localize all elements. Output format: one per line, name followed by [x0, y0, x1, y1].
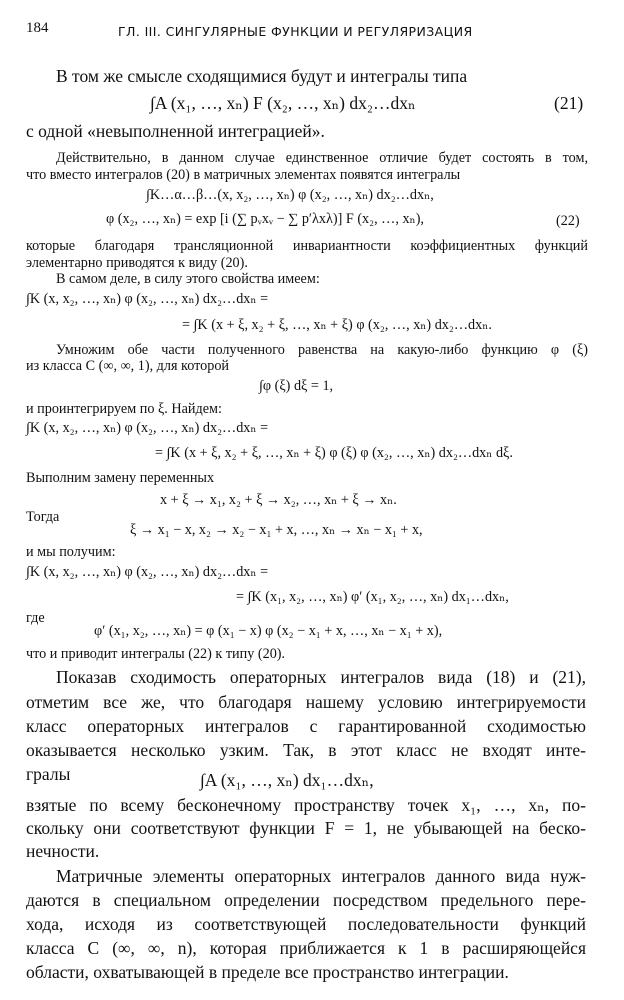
text-line: гралы [26, 764, 71, 784]
text-line: Матричные элементы операторных интегралов данного вида нуж- [56, 866, 586, 886]
text-line: из класса C (∞, ∞, 1), для которой [26, 358, 230, 374]
text-line: В том же смысле сходящимися будут и интегралы типа [56, 66, 468, 86]
equation: ∫K…α…β…(x, x₂, …, xₙ) φ (x₂, …, xₙ) dx₂…dxₙ, [146, 187, 434, 203]
text-line: и проинтегрируем по ξ. Найдем: [26, 401, 222, 417]
text-line: Тогда [26, 509, 60, 525]
text-line: которые благодаря трансляционной инвариантности коэффициентных функций [26, 238, 588, 254]
text-line: где [26, 610, 45, 626]
text-line: класса C (∞, ∞, n), которая приближается к 1 в расширяющейся [26, 938, 586, 958]
equation-number-21: (21) [554, 93, 584, 113]
text-line: хода, исходя из соответствующей последовательности функций [26, 914, 586, 934]
equation-21: ∫A (x₁, …, xₙ) F (x₂, …, xₙ) dx₂…dxₙ [150, 93, 416, 113]
equation: φ′ (x₁, x₂, …, xₙ) = φ (x₁ − x) φ (x₂ − x₁ + x, …, xₙ − x₁ + x), [94, 623, 443, 639]
equation: ∫φ (ξ) dξ = 1, [259, 378, 334, 394]
equation: φ (x₂, …, xₙ) = exp [i (∑ pᵥxᵥ − ∑ p′λxλ)] F (x₂, …, xₙ), [106, 211, 424, 227]
equation: ∫K (x, x₂, …, xₙ) φ (x₂, …, xₙ) dx₂…dxₙ = [26, 420, 269, 436]
text-line: оказывается несколько узким. Так, в этот класс не входят инте- [26, 740, 586, 760]
text-line: В самом деле, в силу этого свойства имеем: [56, 271, 320, 287]
text-line: Умножим обе части полученного равенства на какую-либо функцию φ (ξ) [56, 342, 588, 358]
text-line: нечности. [26, 841, 100, 861]
text-line: Действительно, в данном случае единственное отличие будет состоять в том, [56, 150, 588, 166]
equation: = ∫K (x + ξ, x₂ + ξ, …, xₙ + ξ) φ (ξ) φ (x₂, …, xₙ) dx₂…dxₙ dξ. [155, 445, 513, 461]
text-line: Выполним замену переменных [26, 470, 215, 486]
text-line: что вместо интегралов (20) в матричных элементах появятся интегралы [26, 167, 461, 183]
text-line: и мы получим: [26, 544, 116, 560]
text-line: элементарно приводятся к виду (20). [26, 255, 248, 271]
equation: ξ → x₁ − x, x₂ → x₂ − x₁ + x, …, xₙ → xₙ − x₁ + x, [130, 522, 423, 538]
equation: = ∫K (x₁, x₂, …, xₙ) φ′ (x₁, x₂, …, xₙ) dx₁…dxₙ, [236, 589, 509, 605]
text-line: скольку они соответствуют функции F = 1, не убывающей на беско- [26, 818, 586, 838]
equation: ∫K (x, x₂, …, xₙ) φ (x₂, …, xₙ) dx₂…dxₙ = [26, 291, 269, 307]
text-line: Показав сходимость операторных интегралов вида (18) и (21), [56, 667, 586, 687]
equation: ∫K (x, x₂, …, xₙ) φ (x₂, …, xₙ) dx₂…dxₙ = [26, 564, 269, 580]
text-line: класс операторных интегралов с гарантированной сходимостью [26, 716, 586, 736]
equation: ∫A (x₁, …, xₙ) dx₁…dxₙ, [200, 770, 374, 790]
equation: x + ξ → x₁, x₂ + ξ → x₂, …, xₙ + ξ → xₙ. [160, 492, 397, 508]
text-line: отметим все же, что благодаря нашему условию интегрируемости [26, 692, 586, 712]
text-line: области, охватывающей в пределе все пространство интеграции. [26, 962, 509, 982]
running-header: ГЛ. III. СИНГУЛЯРНЫЕ ФУНКЦИИ И РЕГУЛЯРИЗАЦИЯ [118, 24, 473, 39]
text-line: с одной «невыполненной интеграцией». [26, 121, 325, 141]
text-line: что и приводит интегралы (22) к типу (20). [26, 646, 286, 662]
text-line: даются в специальном определении посредством предельного пере- [26, 890, 586, 910]
text-line: взятые по всему бесконечному пространству точек x₁, …, xₙ, по- [26, 795, 586, 815]
page-number: 184 [26, 20, 49, 36]
equation-number-22: (22) [556, 213, 580, 229]
equation: = ∫K (x + ξ, x₂ + ξ, …, xₙ + ξ) φ (x₂, …, xₙ) dx₂…dxₙ. [182, 317, 492, 333]
